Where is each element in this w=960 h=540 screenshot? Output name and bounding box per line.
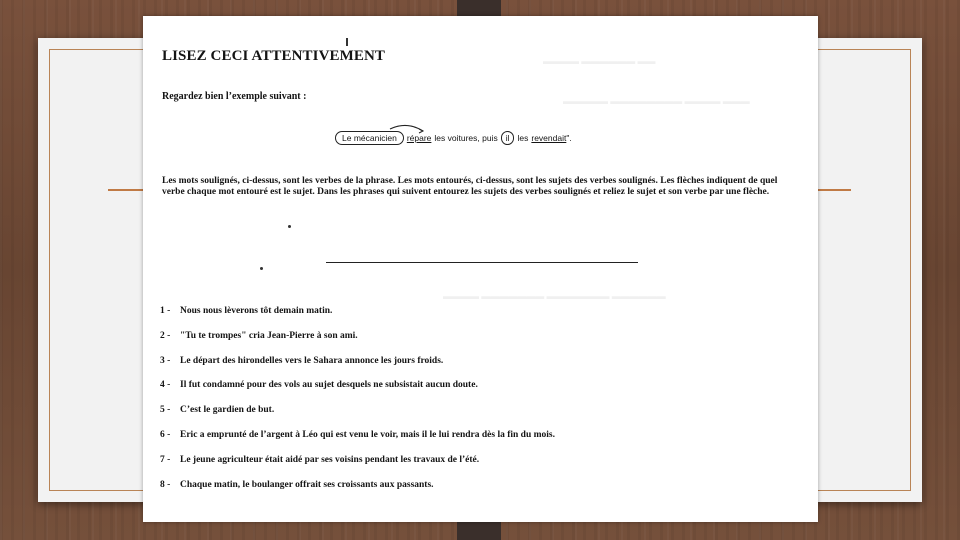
example-subject-1: Le mécanicien <box>335 131 404 145</box>
exercise-sentence <box>160 380 555 405</box>
bleed-through-text: ▬▬▬▬ ▬▬▬▬▬▬ ▬▬ <box>543 56 656 66</box>
example-text-end: ". <box>566 133 572 143</box>
binder-clip-top <box>457 0 501 17</box>
example-subject-2: il <box>501 131 515 145</box>
sentence-number: 4 - <box>160 380 171 391</box>
example-sentence <box>335 128 572 148</box>
sentence-text: Le départ des hirondelles vers le Sahara annonce les jours froids. <box>180 355 444 366</box>
scan-speck <box>288 225 291 228</box>
sentence-number: 3 - <box>160 355 171 366</box>
example-verb-2: revendait <box>531 133 567 143</box>
exercise-sentence <box>160 405 555 430</box>
document-title: LISEZ CECI ATTENTIVEMENT <box>162 48 386 64</box>
sentence-number: 6 - <box>160 429 171 440</box>
exercise-sentence <box>160 455 555 480</box>
accent-line-right <box>815 189 851 191</box>
example-text-2: les <box>517 133 529 143</box>
scan-speck <box>260 267 263 270</box>
sentence-text: Eric a emprunté de l’argent à Léo qui est venu le voir, mais il le lui rendra dès la fin du mois. <box>180 429 555 440</box>
sentence-number: 8 - <box>160 479 171 490</box>
sentence-number: 7 - <box>160 454 171 465</box>
scanned-document-page <box>143 16 818 522</box>
example-arrows <box>335 128 498 148</box>
sentence-text: Le jeune agriculteur était aidé par ses voisins pendant les travaux de l’été. <box>180 454 480 465</box>
sentence-number: 5 - <box>160 405 171 416</box>
exercise-sentence-list <box>160 306 555 504</box>
exercise-sentence <box>160 480 555 505</box>
explanation-paragraph: Les mots soulignés, ci-dessus, sont les verbes de la phrase. Les mots entourés, ci-dessus, sont les sujets des verbes soulignés. Les flèches indiquent de quel verbe chaque mot entouré est le sujet. Dans les phrases qui suivent entourez les sujets des verbes soulignés et reliez le sujet et son verbe par une flèche. <box>162 176 778 197</box>
example-verb-1: répare <box>406 133 432 143</box>
exercise-sentence <box>160 306 555 331</box>
bleed-through-text: ▬▬▬▬▬ ▬▬▬▬▬▬▬▬ ▬▬▬▬ ▬▬▬ <box>563 96 750 106</box>
binder-clip-bottom <box>457 522 501 540</box>
sentence-number: 1 - <box>160 306 171 316</box>
exercise-sentence <box>160 331 555 356</box>
exercise-sentence <box>160 356 555 381</box>
example-text-1: les voitures, puis <box>434 133 498 143</box>
sentence-number: 2 - <box>160 330 171 341</box>
sentence-text: Chaque matin, le boulanger offrait ses croissants aux passants. <box>180 479 434 490</box>
scan-speck <box>346 38 348 46</box>
answer-line <box>326 262 638 263</box>
accent-line-left <box>108 189 148 191</box>
exercise-sentence <box>160 430 555 455</box>
sentence-text: Nous nous lèverons tôt demain matin. <box>180 306 333 316</box>
sentence-text: "Tu te trompes" cria Jean-Pierre à son ami. <box>180 330 358 341</box>
sentence-text: Il fut condamné pour des vols au sujet desquels ne subsistait aucun doute. <box>180 380 478 391</box>
bleed-through-text: ▬▬▬▬ ▬▬▬▬▬▬▬ ▬▬▬▬▬▬▬ ▬▬▬▬▬▬ <box>443 291 666 301</box>
document-intro: Regardez bien l’exemple suivant : <box>162 91 307 102</box>
sentence-text: C’est le gardien de but. <box>180 405 275 416</box>
